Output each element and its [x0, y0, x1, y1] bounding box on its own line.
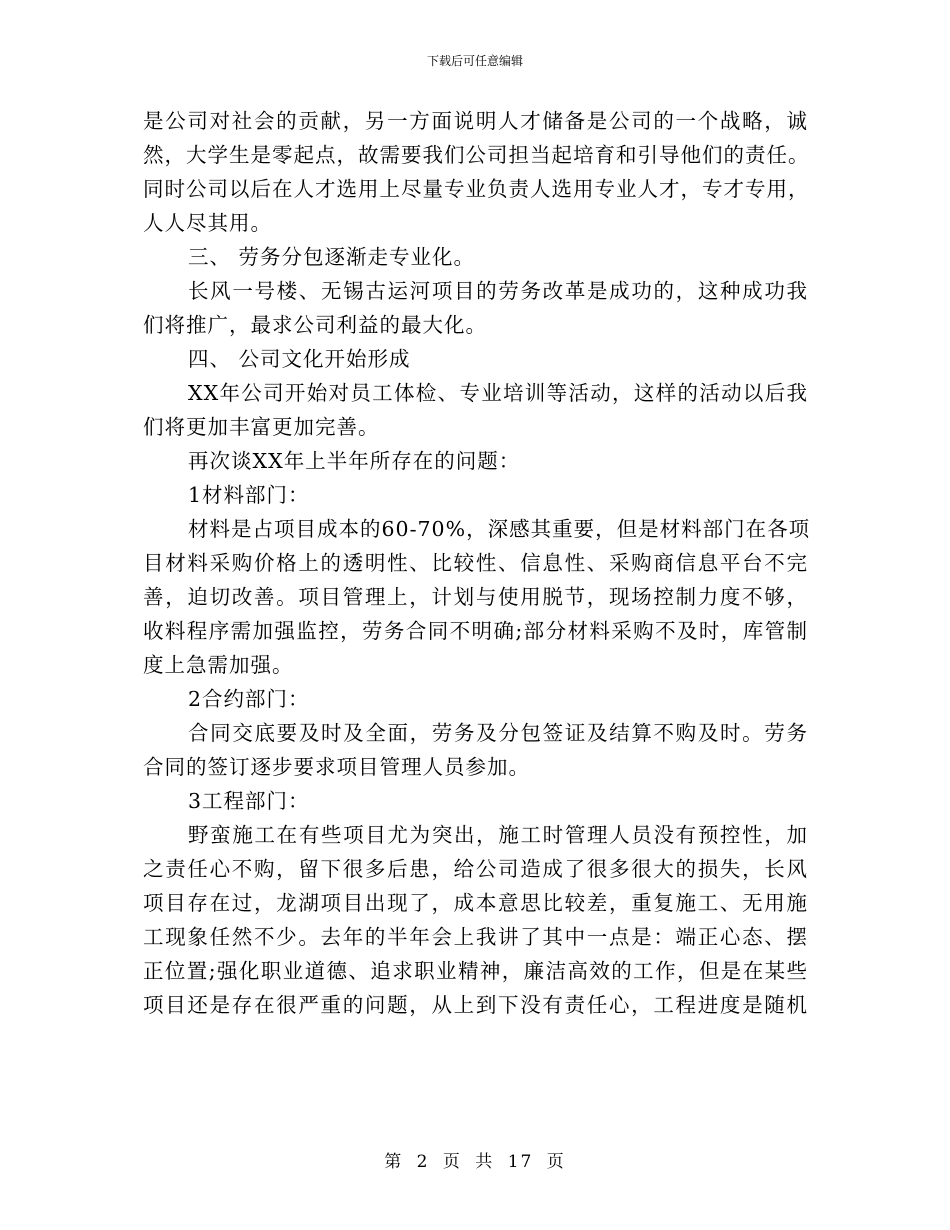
- body-line: 项目存在过，龙湖项目出现了，成本意思比较差，重复施工、无用施: [143, 891, 808, 915]
- document-body: [143, 104, 811, 1022]
- body-line: 正位置;强化职业道德、追求职业精神，廉洁高效的工作，但是在某些: [143, 959, 808, 983]
- body-line: 工现象任然不少。去年的半年会上我讲了其中一点是：端正心态、摆: [143, 925, 808, 949]
- body-line: 然，大学生是零起点，故需要我们公司担当起培育和引导他们的责任。: [143, 143, 810, 167]
- body-line: 材料是占项目成本的60-70%，深感其重要，但是材料部门在各项: [188, 517, 811, 541]
- department-heading: 3工程部门：: [188, 789, 310, 813]
- footer-label-page: 第: [384, 1152, 404, 1172]
- body-line: 合同的签订逐步要求项目管理人员参加。: [143, 755, 530, 779]
- body-line: 人人尽其用。: [143, 211, 272, 235]
- body-line: 们将推广，最求公司利益的最大化。: [143, 313, 487, 337]
- page-header-note: 下载后可任意编辑: [426, 54, 523, 68]
- footer-total-pages: 17: [507, 1152, 534, 1172]
- body-line: 项目还是存在很严重的问题，从上到下没有责任心，工程进度是随机: [143, 993, 808, 1017]
- page-number-footer: [0, 1150, 950, 1174]
- body-line: 收料程序需加强监控，劳务合同不明确;部分材料采购不及时，库管制: [143, 619, 808, 643]
- body-line: 目材料采购价格上的透明性、比较性、信息性、采购商信息平台不完: [143, 551, 808, 575]
- body-line: 同时公司以后在人才选用上尽量专业负责人选用专业人才，专才专用，: [143, 177, 810, 201]
- body-line: 善，迫切改善。项目管理上，计划与使用脱节，现场控制力度不够，: [143, 585, 808, 609]
- body-line: 是公司对社会的贡献，另一方面说明人才储备是公司的一个战略，诚: [143, 109, 808, 133]
- body-line: 野蛮施工在有些项目尤为突出，施工时管理人员没有预控性，加: [188, 823, 808, 847]
- body-line: 度上急需加强。: [143, 653, 294, 677]
- body-line: 再次谈XX年上半年所存在的问题：: [188, 449, 521, 473]
- body-line: 之责任心不购，留下很多后患，给公司造成了很多很大的损失，长风: [143, 857, 808, 881]
- body-line: 们将更加丰富更加完善。: [143, 415, 380, 439]
- footer-label-of: 页: [442, 1152, 462, 1172]
- body-line: XX年公司开始对员工体检、专业培训等活动，这样的活动以后我: [188, 381, 808, 405]
- footer-label-page-end: 页: [546, 1152, 566, 1172]
- footer-label-total: 共: [475, 1152, 495, 1172]
- section-heading: 四、 公司文化开始形成: [188, 347, 411, 371]
- department-heading: 2合约部门：: [188, 687, 310, 711]
- section-heading: 三、 劳务分包逐渐走专业化。: [188, 245, 476, 269]
- footer-current-page: 2: [416, 1152, 430, 1172]
- department-heading: 1材料部门：: [188, 483, 310, 507]
- body-line: 合同交底要及时及全面，劳务及分包签证及结算不购及时。劳务: [188, 721, 808, 745]
- body-line: 长风一号楼、无锡古运河项目的劳务改革是成功的，这种成功我: [188, 279, 808, 303]
